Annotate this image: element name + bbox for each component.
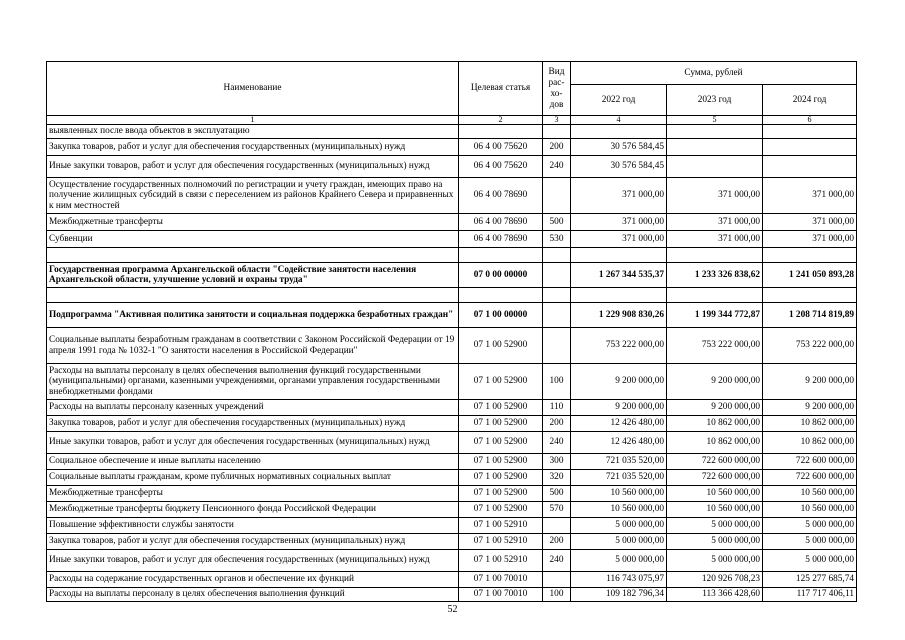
header-row bbox=[47, 62, 857, 85]
row-amount-2022: 371 000,00 bbox=[571, 214, 667, 231]
row-amount-2024: 9 200 000,00 bbox=[763, 364, 857, 400]
table-row bbox=[47, 534, 857, 550]
row-vid bbox=[543, 518, 571, 534]
row-target: 06 4 00 75620 bbox=[459, 139, 543, 156]
table-row bbox=[47, 263, 857, 288]
row-amount-2023 bbox=[667, 288, 763, 303]
row-target: 06 4 00 78690 bbox=[459, 214, 543, 231]
table-row bbox=[47, 125, 857, 139]
column-number-row bbox=[47, 116, 857, 125]
table-row bbox=[47, 178, 857, 214]
row-amount-2024: 117 717 406,11 bbox=[763, 588, 857, 602]
table-row bbox=[47, 416, 857, 432]
row-name: Подпрограмма "Активная политика занятости и социальная поддержка безработных граждан" bbox=[47, 303, 459, 328]
row-vid: 110 bbox=[543, 400, 571, 416]
row-amount-2023: 113 366 428,60 bbox=[667, 588, 763, 602]
row-amount-2024: 10 862 000,00 bbox=[763, 432, 857, 454]
row-amount-2024: 5 000 000,00 bbox=[763, 534, 857, 550]
row-target: 07 1 00 52910 bbox=[459, 534, 543, 550]
row-vid: 240 bbox=[543, 550, 571, 572]
row-amount-2024: 371 000,00 bbox=[763, 178, 857, 214]
row-vid: 500 bbox=[543, 214, 571, 231]
budget-table bbox=[46, 61, 857, 602]
row-name: Межбюджетные трансферты бюджету Пенсионного фонда Российской Федерации bbox=[47, 502, 459, 518]
row-name: Расходы на выплаты персоналу в целях обеспечения выполнения функций bbox=[47, 588, 459, 602]
row-amount-2023: 371 000,00 bbox=[667, 231, 763, 248]
row-amount-2023: 10 560 000,00 bbox=[667, 486, 763, 502]
row-amount-2024: 1 241 050 893,28 bbox=[763, 263, 857, 288]
row-amount-2023: 1 233 326 838,62 bbox=[667, 263, 763, 288]
row-amount-2024: 10 560 000,00 bbox=[763, 502, 857, 518]
row-target: 07 1 00 52900 bbox=[459, 400, 543, 416]
table-row bbox=[47, 502, 857, 518]
row-amount-2024 bbox=[763, 248, 857, 263]
row-target: 07 1 00 52900 bbox=[459, 470, 543, 486]
row-vid: 300 bbox=[543, 454, 571, 470]
row-amount-2023: 120 926 708,23 bbox=[667, 572, 763, 588]
row-amount-2024 bbox=[763, 125, 857, 139]
row-name: Расходы на выплаты персоналу казенных учреждений bbox=[47, 400, 459, 416]
table-row bbox=[47, 572, 857, 588]
row-amount-2023: 9 200 000,00 bbox=[667, 364, 763, 400]
col-number: 6 bbox=[763, 116, 857, 125]
row-amount-2023: 5 000 000,00 bbox=[667, 534, 763, 550]
row-amount-2023: 10 560 000,00 bbox=[667, 502, 763, 518]
row-target: 07 1 00 70010 bbox=[459, 588, 543, 602]
row-amount-2024 bbox=[763, 288, 857, 303]
row-amount-2022: 109 182 796,34 bbox=[571, 588, 667, 602]
row-amount-2024: 371 000,00 bbox=[763, 231, 857, 248]
col-number: 4 bbox=[571, 116, 667, 125]
row-amount-2024: 722 600 000,00 bbox=[763, 454, 857, 470]
row-name: Социальные выплаты безработным гражданам в соответствии с Законом Российской Федерации от 19 апреля 1991 года № 1032-1 "О занятости населения в Российской Федерации" bbox=[47, 328, 459, 364]
row-name bbox=[47, 248, 459, 263]
row-vid: 530 bbox=[543, 231, 571, 248]
row-amount-2024: 5 000 000,00 bbox=[763, 518, 857, 534]
row-target bbox=[459, 248, 543, 263]
table-row bbox=[47, 486, 857, 502]
row-target: 07 0 00 00000 bbox=[459, 263, 543, 288]
row-amount-2023: 10 862 000,00 bbox=[667, 416, 763, 432]
row-name: Закупка товаров, работ и услуг для обеспечения государственных (муниципальных) нужд bbox=[47, 139, 459, 156]
header-name: Наименование bbox=[47, 62, 459, 116]
row-name: Иные закупки товаров, работ и услуг для обеспечения государственных (муниципальных) нужд bbox=[47, 550, 459, 572]
row-target: 06 4 00 75620 bbox=[459, 156, 543, 178]
row-amount-2023: 722 600 000,00 bbox=[667, 454, 763, 470]
row-amount-2024: 10 862 000,00 bbox=[763, 416, 857, 432]
row-target bbox=[459, 125, 543, 139]
row-amount-2022: 116 743 075,97 bbox=[571, 572, 667, 588]
table-row bbox=[47, 214, 857, 231]
row-amount-2022: 721 035 520,00 bbox=[571, 454, 667, 470]
row-target: 06 4 00 78690 bbox=[459, 231, 543, 248]
header-vid: Вид рас- хо- дов bbox=[543, 62, 571, 116]
row-vid: 200 bbox=[543, 534, 571, 550]
row-vid bbox=[543, 572, 571, 588]
row-vid bbox=[543, 288, 571, 303]
row-amount-2022: 753 222 000,00 bbox=[571, 328, 667, 364]
header-2022: 2022 год bbox=[571, 85, 667, 116]
table-row bbox=[47, 550, 857, 572]
row-vid: 100 bbox=[543, 588, 571, 602]
row-amount-2022: 5 000 000,00 bbox=[571, 518, 667, 534]
row-amount-2023: 371 000,00 bbox=[667, 178, 763, 214]
row-vid: 240 bbox=[543, 156, 571, 178]
row-name: Социальные выплаты гражданам, кроме публичных нормативных социальных выплат bbox=[47, 470, 459, 486]
row-amount-2023 bbox=[667, 139, 763, 156]
row-target: 07 1 00 52910 bbox=[459, 550, 543, 572]
table-row bbox=[47, 432, 857, 454]
row-name: Социальное обеспечение и иные выплаты населению bbox=[47, 454, 459, 470]
row-target: 07 1 00 70010 bbox=[459, 572, 543, 588]
row-amount-2023: 371 000,00 bbox=[667, 214, 763, 231]
table-row bbox=[47, 303, 857, 328]
row-amount-2022 bbox=[571, 248, 667, 263]
table-row bbox=[47, 454, 857, 470]
row-vid bbox=[543, 263, 571, 288]
row-amount-2023: 9 200 000,00 bbox=[667, 400, 763, 416]
row-vid bbox=[543, 178, 571, 214]
row-name: Межбюджетные трансферты bbox=[47, 486, 459, 502]
row-amount-2024: 1 208 714 819,89 bbox=[763, 303, 857, 328]
table-row bbox=[47, 231, 857, 248]
row-vid bbox=[543, 328, 571, 364]
row-amount-2022: 10 560 000,00 bbox=[571, 502, 667, 518]
row-vid: 200 bbox=[543, 139, 571, 156]
row-amount-2024: 125 277 685,74 bbox=[763, 572, 857, 588]
row-amount-2022 bbox=[571, 288, 667, 303]
row-vid: 240 bbox=[543, 432, 571, 454]
row-amount-2022: 371 000,00 bbox=[571, 178, 667, 214]
row-target: 07 1 00 52900 bbox=[459, 454, 543, 470]
row-vid: 200 bbox=[543, 416, 571, 432]
row-name: Иные закупки товаров, работ и услуг для обеспечения государственных (муниципальных) нужд bbox=[47, 432, 459, 454]
row-vid bbox=[543, 303, 571, 328]
row-amount-2023: 5 000 000,00 bbox=[667, 518, 763, 534]
row-target: 07 1 00 52900 bbox=[459, 364, 543, 400]
row-amount-2023: 1 199 344 772,87 bbox=[667, 303, 763, 328]
row-amount-2024: 753 222 000,00 bbox=[763, 328, 857, 364]
row-amount-2022: 5 000 000,00 bbox=[571, 550, 667, 572]
row-target: 07 1 00 52900 bbox=[459, 416, 543, 432]
row-amount-2022: 9 200 000,00 bbox=[571, 364, 667, 400]
table-row bbox=[47, 156, 857, 178]
row-amount-2024: 10 560 000,00 bbox=[763, 486, 857, 502]
header-target: Целевая статья bbox=[459, 62, 543, 116]
row-name: Межбюджетные трансферты bbox=[47, 214, 459, 231]
row-name: выявленных после ввода объектов в эксплуатацию bbox=[47, 125, 459, 139]
row-amount-2023: 753 222 000,00 bbox=[667, 328, 763, 364]
header-sum: Сумма, рублей bbox=[571, 62, 857, 85]
row-amount-2024 bbox=[763, 139, 857, 156]
row-amount-2024 bbox=[763, 156, 857, 178]
col-number: 3 bbox=[543, 116, 571, 125]
header-2023: 2023 год bbox=[667, 85, 763, 116]
row-target: 07 1 00 52910 bbox=[459, 518, 543, 534]
row-name: Закупка товаров, работ и услуг для обеспечения государственных (муниципальных) нужд bbox=[47, 416, 459, 432]
header-2024: 2024 год bbox=[763, 85, 857, 116]
table-row bbox=[47, 588, 857, 602]
row-name: Расходы на выплаты персоналу в целях обеспечения выполнения функций государственными (муниципальными) органами, казенными учреждениями, органами управления государственными внебюджетными фондами bbox=[47, 364, 459, 400]
row-amount-2022: 30 576 584,45 bbox=[571, 156, 667, 178]
row-amount-2022: 30 576 584,45 bbox=[571, 139, 667, 156]
row-vid: 320 bbox=[543, 470, 571, 486]
row-target: 07 1 00 52900 bbox=[459, 486, 543, 502]
row-amount-2023: 5 000 000,00 bbox=[667, 550, 763, 572]
table-row bbox=[47, 328, 857, 364]
row-name: Закупка товаров, работ и услуг для обеспечения государственных (муниципальных) нужд bbox=[47, 534, 459, 550]
row-amount-2024: 722 600 000,00 bbox=[763, 470, 857, 486]
row-amount-2022: 10 560 000,00 bbox=[571, 486, 667, 502]
table-row bbox=[47, 364, 857, 400]
row-amount-2022: 12 426 480,00 bbox=[571, 432, 667, 454]
row-amount-2024: 9 200 000,00 bbox=[763, 400, 857, 416]
table-row bbox=[47, 400, 857, 416]
row-target: 07 1 00 52900 bbox=[459, 502, 543, 518]
row-amount-2023 bbox=[667, 156, 763, 178]
row-amount-2022: 12 426 480,00 bbox=[571, 416, 667, 432]
row-amount-2022: 721 035 520,00 bbox=[571, 470, 667, 486]
row-name: Субвенции bbox=[47, 231, 459, 248]
page-number: 52 bbox=[447, 604, 458, 615]
row-vid: 570 bbox=[543, 502, 571, 518]
row-name: Расходы на содержание государственных органов и обеспечение их функций bbox=[47, 572, 459, 588]
row-target: 06 4 00 78690 bbox=[459, 178, 543, 214]
row-amount-2022 bbox=[571, 125, 667, 139]
row-target: 07 1 00 00000 bbox=[459, 303, 543, 328]
row-name: Государственная программа Архангельской области "Содействие занятости населения Архангельской области, улучшение условий и охраны труда" bbox=[47, 263, 459, 288]
row-name: Иные закупки товаров, работ и услуг для обеспечения государственных (муниципальных) нужд bbox=[47, 156, 459, 178]
row-amount-2023 bbox=[667, 125, 763, 139]
row-amount-2023: 10 862 000,00 bbox=[667, 432, 763, 454]
row-target: 07 1 00 52900 bbox=[459, 432, 543, 454]
row-amount-2024: 371 000,00 bbox=[763, 214, 857, 231]
row-name: Повышение эффективности службы занятости bbox=[47, 518, 459, 534]
row-target bbox=[459, 288, 543, 303]
col-number: 5 bbox=[667, 116, 763, 125]
table-row bbox=[47, 518, 857, 534]
row-amount-2022: 5 000 000,00 bbox=[571, 534, 667, 550]
table-row bbox=[47, 248, 857, 263]
row-amount-2023: 722 600 000,00 bbox=[667, 470, 763, 486]
row-amount-2022: 1 229 908 830,26 bbox=[571, 303, 667, 328]
table-row bbox=[47, 470, 857, 486]
col-number: 2 bbox=[459, 116, 543, 125]
row-vid bbox=[543, 248, 571, 263]
row-vid bbox=[543, 125, 571, 139]
row-amount-2023 bbox=[667, 248, 763, 263]
row-amount-2022: 371 000,00 bbox=[571, 231, 667, 248]
row-vid: 500 bbox=[543, 486, 571, 502]
col-number: 1 bbox=[47, 116, 459, 125]
table-row bbox=[47, 139, 857, 156]
table-row bbox=[47, 288, 857, 303]
row-name: Осуществление государственных полномочий по регистрации и учету граждан, имеющих право на получение жилищных субсидий в связи с переселением из районов Крайнего Севера и приравненных к ним местностей bbox=[47, 178, 459, 214]
row-amount-2022: 1 267 344 535,37 bbox=[571, 263, 667, 288]
row-target: 07 1 00 52900 bbox=[459, 328, 543, 364]
row-amount-2022: 9 200 000,00 bbox=[571, 400, 667, 416]
row-amount-2024: 5 000 000,00 bbox=[763, 550, 857, 572]
row-vid: 100 bbox=[543, 364, 571, 400]
row-name bbox=[47, 288, 459, 303]
